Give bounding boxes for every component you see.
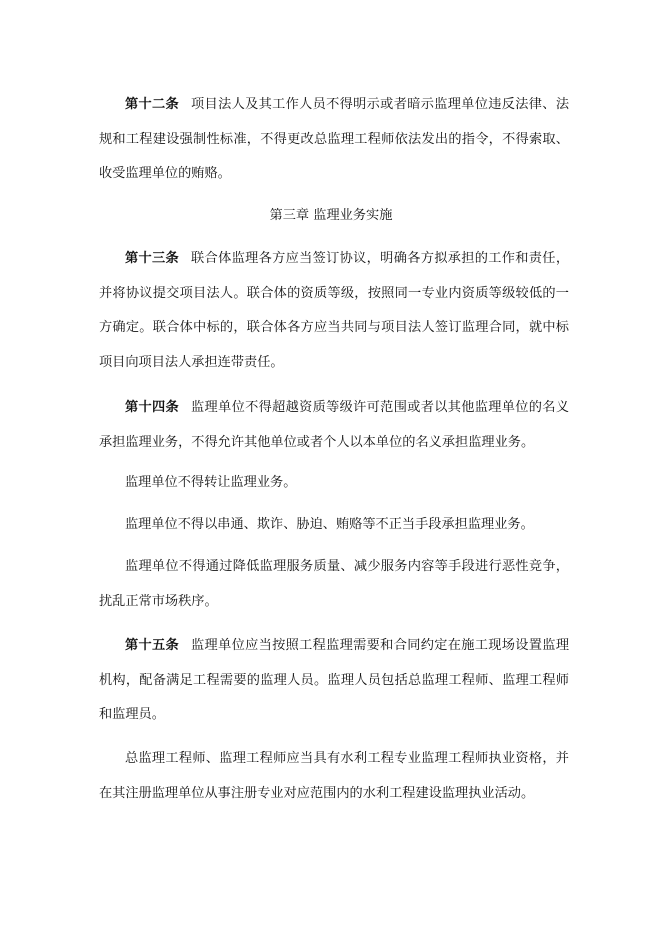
article-number: 第十三条: [125, 251, 180, 266]
paragraph-no-transfer: [99, 466, 569, 501]
paragraph-text: 项目法人及其工作人员不得明示或者暗示监理单位违反法律、法规和工程建设强制性标准，不得更改总监理工程师依法发出的指令，不得索取、收受监理单位的贿赂。: [99, 97, 570, 181]
paragraph-article-15: [99, 629, 569, 733]
paragraph-text: 监理单位不得通过降低监理服务质量、减少服务内容等手段进行恶性竞争，扰乱正常市场秩序。: [99, 559, 569, 609]
paragraph-article-14: [99, 391, 569, 460]
paragraph-text: 监理单位不得以串通、欺诈、胁迫、贿赂等不正当手段承担监理业务。: [125, 517, 534, 532]
paragraph-text: 联合体监理各方应当签订协议，明确各方拟承担的工作和责任，并将协议提交项目法人。联合体的资质等级，按照同一专业内资质等级较低的一方确定。联合体中标的，联合体各方应当共同与项目法人签订监理合同，就中标项目向项目法人承担连带责任。: [99, 251, 570, 370]
paragraph-no-improper-means: [99, 508, 569, 543]
article-number: 第十四条: [125, 400, 180, 415]
paragraph-text: 监理单位不得转让监理业务。: [125, 475, 297, 490]
paragraph-qualifications: [99, 742, 569, 811]
paragraph-text: 监理单位应当按照工程监理需要和合同约定在施工现场设置监理机构，配备满足工程需要的监理人员。监理人员包括总监理工程师、监理工程师和监理员。: [99, 638, 570, 722]
chapter-heading: 第三章 监理业务实施: [269, 208, 393, 223]
paragraph-article-13: [99, 242, 569, 380]
paragraph-text: 总监理工程师、监理工程师应当具有水利工程专业监理工程师执业资格，并在其注册监理单位从事注册专业对应范围内的水利工程建设监理执业活动。: [99, 751, 569, 801]
paragraph-text: 监理单位不得超越资质等级许可范围或者以其他监理单位的名义承担监理业务，不得允许其他单位或者个人以本单位的名义承担监理业务。: [99, 400, 570, 450]
article-number: 第十五条: [125, 638, 180, 653]
paragraph-no-vicious-competition: [99, 550, 569, 619]
article-number: 第十二条: [125, 97, 180, 112]
paragraph-article-12: [99, 88, 569, 192]
